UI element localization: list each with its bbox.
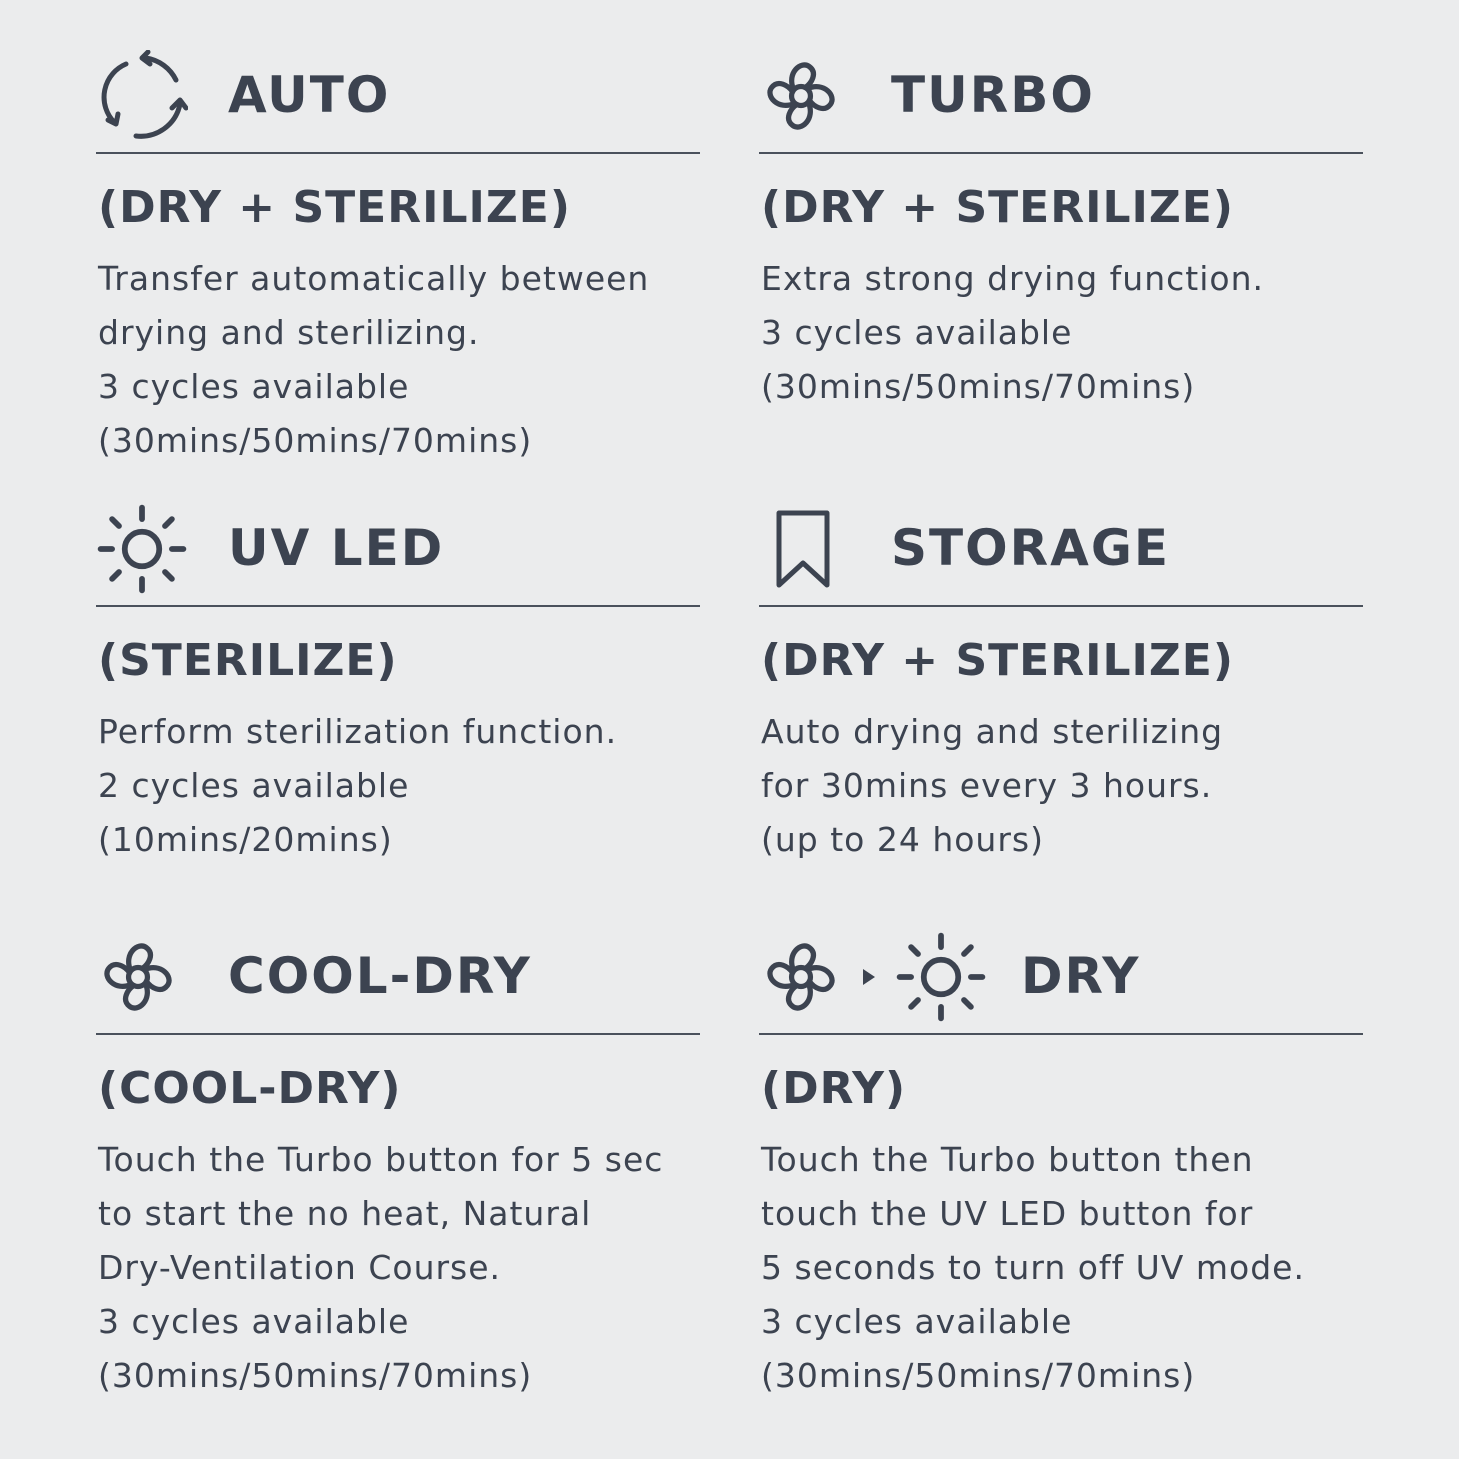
mode-description: Touch the Turbo button then touch the UV LED button for 5 seconds to turn off UV mode. 3 cycles available (30mins/50mins/70mins) [761,1140,1305,1395]
mode-header [759,923,1363,1035]
mode-subtitle: (DRY + STERILIZE) [761,635,1234,686]
mode-storage [759,495,1363,867]
mode-uv-led [96,495,700,867]
mode-header [96,495,700,607]
mode-description: Extra strong drying function. 3 cycles available (30mins/50mins/70mins) [761,259,1264,406]
mode-subtitle: (DRY) [761,1063,907,1114]
mode-cool-dry [96,923,700,1403]
mode-description: Perform sterilization function. 2 cycles available (10mins/20mins) [98,712,618,859]
fan-icon [759,935,843,1019]
fan-icon [759,54,843,138]
mode-description: Transfer automatically between drying and sterilizing. 3 cycles available (30mins/50mins/70mins) [98,259,650,460]
mode-title: COOL-DRY [228,947,532,1005]
fan-icon [96,935,180,1019]
mode-header [96,923,700,1035]
cycle-icon [96,54,188,138]
sun-icon [96,507,188,591]
fan-arrow-sun-icon [759,935,987,1019]
sun-icon [895,931,987,1023]
mode-subtitle: (DRY + STERILIZE) [98,182,571,233]
bookmark-icon [775,507,831,591]
mode-description: Auto drying and sterilizing for 30mins every 3 hours. (up to 24 hours) [761,712,1224,859]
mode-auto [96,42,700,468]
mode-header [759,495,1363,607]
mode-header [96,42,700,154]
mode-turbo [759,42,1363,414]
mode-subtitle: (DRY + STERILIZE) [761,182,1234,233]
mode-subtitle: (COOL-DRY) [98,1063,402,1114]
mode-header [759,42,1363,154]
mode-title: DRY [1021,947,1141,1005]
mode-subtitle: (STERILIZE) [98,635,398,686]
mode-dry [759,923,1363,1403]
mode-description: Touch the Turbo button for 5 sec to start the no heat, Natural Dry-Ventilation Course. 3 cycles available (30mins/50mins/70mins) [98,1140,664,1395]
mode-title: UV LED [228,519,445,577]
play-arrow-icon [861,967,877,987]
mode-title: STORAGE [891,519,1171,577]
mode-title: AUTO [228,66,391,124]
mode-title: TURBO [891,66,1095,124]
